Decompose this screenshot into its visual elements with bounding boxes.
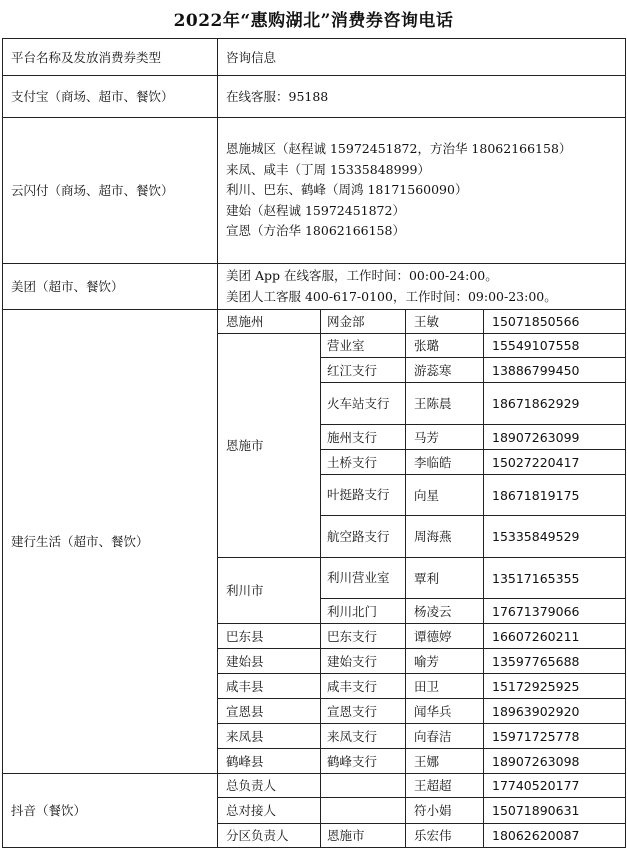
- phone-cell: 17671379066: [484, 599, 626, 624]
- branch-cell: 咸丰支行: [321, 674, 406, 699]
- person-cell: 杨凌云: [406, 599, 484, 624]
- role-cell: 分区负责人: [218, 824, 321, 848]
- phone-cell: 16607260211: [484, 624, 626, 649]
- branch-cell: 宣恩支行: [321, 699, 406, 724]
- area-cell: 利川市: [218, 558, 321, 624]
- area-cell: 咸丰县: [218, 674, 321, 699]
- branch-cell: 建始支行: [321, 649, 406, 674]
- phone-cell: 18963902920: [484, 699, 626, 724]
- branch-cell: 巴东支行: [321, 624, 406, 649]
- person-cell: 王陈晨: [406, 383, 484, 425]
- area-cell: 来凤县: [218, 724, 321, 749]
- table-row: [3, 310, 626, 334]
- alipay-row: [3, 76, 626, 118]
- unionpay-row: [3, 118, 626, 264]
- role-cell: 总负责人: [218, 774, 321, 798]
- header-row: [3, 39, 626, 76]
- phone-cell: 17740520177: [484, 774, 626, 798]
- phone-cell: 15335849529: [484, 516, 626, 558]
- branch-cell: 鹤峰支行: [321, 749, 406, 774]
- area-cell: 恩施市: [218, 334, 321, 558]
- person-cell: 符小娟: [406, 798, 484, 824]
- phone-cell: 13886799450: [484, 358, 626, 383]
- branch-cell: [321, 798, 406, 824]
- meituan-line: 美团 App 在线客服，工作时间：00:00-24:00。: [226, 268, 498, 283]
- branch-cell: 航空路支行: [321, 516, 406, 558]
- meituan-line: 美团人工客服 400-617-0100，工作时间：09:00-23:00。: [226, 288, 557, 304]
- person-cell: 向春洁: [406, 724, 484, 749]
- phone-cell: 18671819175: [484, 475, 626, 516]
- meituan-info: [218, 264, 626, 310]
- role-cell: 总对接人: [218, 798, 321, 824]
- branch-cell: 网金部: [321, 310, 406, 334]
- branch-cell: 施州支行: [321, 425, 406, 450]
- phone-cell: 15071890631: [484, 798, 626, 824]
- phone-cell: 15027220417: [484, 450, 626, 475]
- branch-cell: 利川北门: [321, 599, 406, 624]
- person-cell: 游蕊寒: [406, 358, 484, 383]
- alipay-info: 在线客服：95188: [218, 76, 626, 118]
- person-cell: 向星: [406, 475, 484, 516]
- header-platform: 平台名称及发放消费券类型: [3, 39, 218, 76]
- phone-cell: 18671862929: [484, 383, 626, 425]
- phone-cell: 18062620087: [484, 824, 626, 848]
- hotline-table: [2, 38, 626, 848]
- unionpay-name: 云闪付（商场、超市、餐饮）: [3, 118, 218, 264]
- phone-cell: 18907263098: [484, 749, 626, 774]
- area-cell: 巴东县: [218, 624, 321, 649]
- area-cell: 建始县: [218, 649, 321, 674]
- page-title: 2022年“惠购湖北”消费券咨询电话: [173, 11, 454, 31]
- person-cell: 谭德婷: [406, 624, 484, 649]
- person-cell: 田卫: [406, 674, 484, 699]
- branch-cell: 红江支行: [321, 358, 406, 383]
- branch-cell: 恩施市: [321, 824, 406, 848]
- phone-cell: 15172925925: [484, 674, 626, 699]
- phone-cell: 18907263099: [484, 425, 626, 450]
- douyin-name: 抖音（餐饮）: [3, 774, 218, 848]
- table-row: [3, 774, 626, 798]
- meituan-name: 美团（超市、餐饮）: [3, 264, 218, 310]
- person-cell: 张璐: [406, 334, 484, 358]
- alipay-name: 支付宝（商场、超市、餐饮）: [3, 76, 218, 118]
- unionpay-line: 来凤、咸丰（丁周 15335848999）: [226, 161, 430, 177]
- person-cell: 喻芳: [406, 649, 484, 674]
- person-cell: 周海燕: [406, 516, 484, 558]
- branch-cell: 叶挺路支行: [321, 475, 406, 516]
- branch-cell: 营业室: [321, 334, 406, 358]
- phone-cell: 13597765688: [484, 649, 626, 674]
- person-cell: 马芳: [406, 425, 484, 450]
- ccb-name: 建行生活（超市、餐饮）: [3, 310, 218, 774]
- phone-cell: 15549107558: [484, 334, 626, 358]
- unionpay-line: 利川、巴东、鹤峰（周鸿 18171560090）: [226, 182, 468, 198]
- branch-cell: 来凤支行: [321, 724, 406, 749]
- person-cell: 王娜: [406, 749, 484, 774]
- person-cell: 覃利: [406, 558, 484, 599]
- area-cell: 恩施州: [218, 310, 321, 334]
- phone-cell: 15971725778: [484, 724, 626, 749]
- meituan-row: [3, 264, 626, 310]
- branch-cell: [321, 774, 406, 798]
- branch-cell: 土桥支行: [321, 450, 406, 475]
- unionpay-line: 宣恩（方治华 18062166158）: [226, 223, 405, 239]
- phone-cell: 13517165355: [484, 558, 626, 599]
- person-cell: 闻华兵: [406, 699, 484, 724]
- phone-cell: 15071850566: [484, 310, 626, 334]
- area-cell: 宣恩县: [218, 699, 321, 724]
- person-cell: 王超超: [406, 774, 484, 798]
- unionpay-line: 恩施城区（赵程诚 15972451872，方治华 18062166158）: [226, 141, 572, 157]
- header-info: 咨询信息: [218, 39, 626, 76]
- person-cell: 李临皓: [406, 450, 484, 475]
- branch-cell: 火车站支行: [321, 383, 406, 425]
- person-cell: 乐宏伟: [406, 824, 484, 848]
- unionpay-line: 建始（赵程诚 15972451872）: [226, 202, 405, 218]
- person-cell: 王敏: [406, 310, 484, 334]
- area-cell: 鹤峰县: [218, 749, 321, 774]
- unionpay-info: [218, 118, 626, 264]
- branch-cell: 利川营业室: [321, 558, 406, 599]
